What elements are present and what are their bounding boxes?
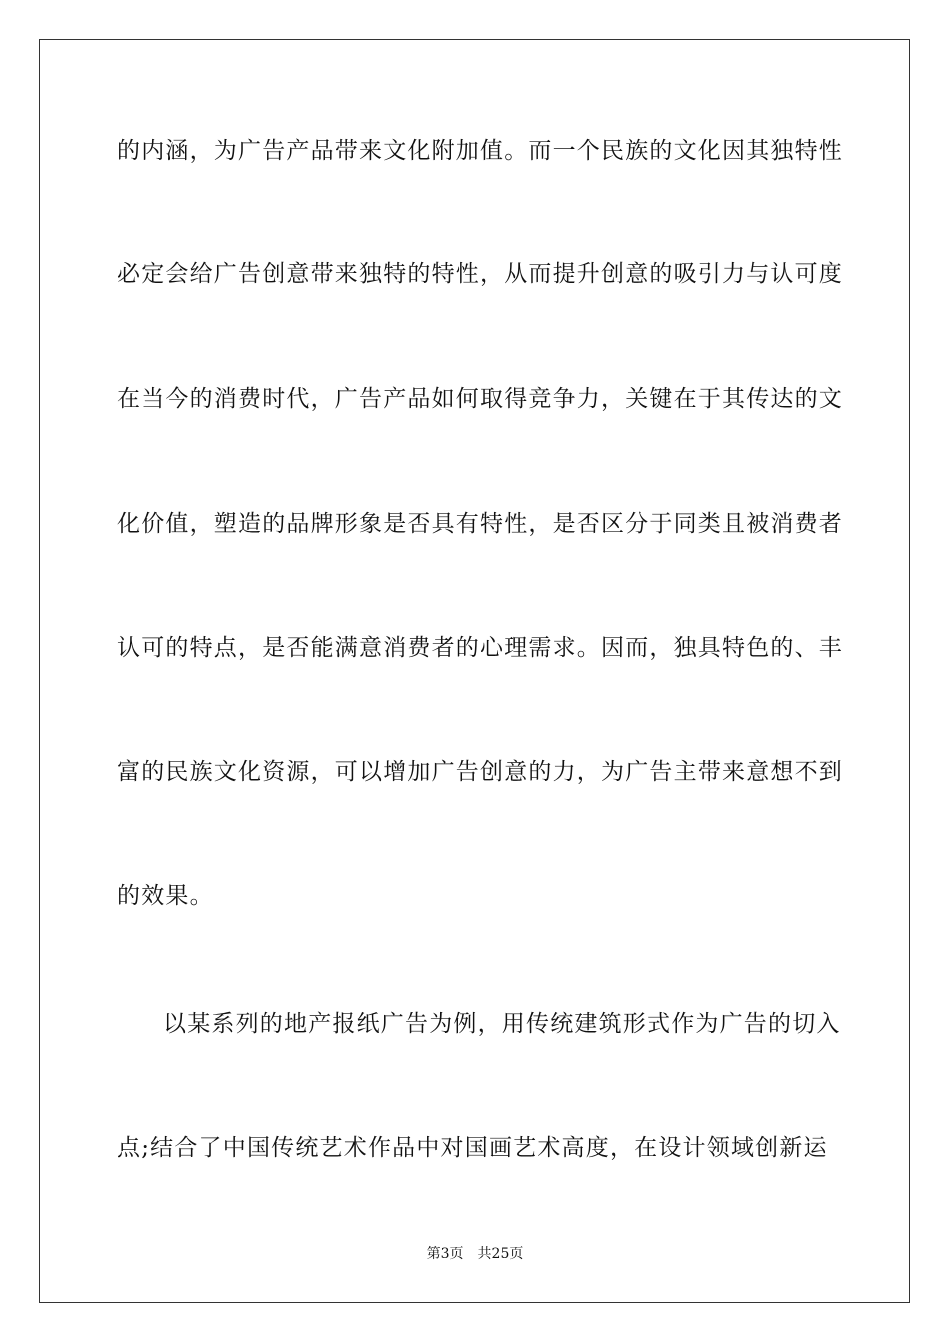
body-text-line: 化价值，塑造的品牌形象是否具有特性，是否区分于同类且被消费者 — [117, 511, 843, 537]
body-text-line: 在当今的消费时代，广告产品如何取得竞争力，关键在于其传达的文 — [117, 386, 843, 412]
total-pages: 共25页 — [477, 1246, 524, 1262]
body-text-line: 点;结合了中国传统艺术作品中对国画艺术高度，在设计领域创新运 — [117, 1135, 828, 1161]
body-text-line: 的内涵，为广告产品带来文化附加值。而一个民族的文化因其独特性 — [117, 138, 843, 164]
page-number: 第3页 — [426, 1246, 464, 1262]
page-border — [39, 39, 910, 1303]
body-text-line: 必定会给广告创意带来独特的特性，从而提升创意的吸引力与认可度 — [117, 261, 843, 287]
page-footer — [0, 1245, 950, 1263]
paragraph-first-line: 以某系列的地产报纸广告为例，用传统建筑形式作为广告的切入 — [163, 1011, 841, 1037]
body-text-line: 富的民族文化资源，可以增加广告创意的力，为广告主带来意想不到 — [117, 759, 843, 785]
body-text-line: 认可的特点，是否能满意消费者的心理需求。因而，独具特色的、丰 — [117, 635, 843, 661]
body-text-line: 的效果。 — [117, 883, 214, 909]
